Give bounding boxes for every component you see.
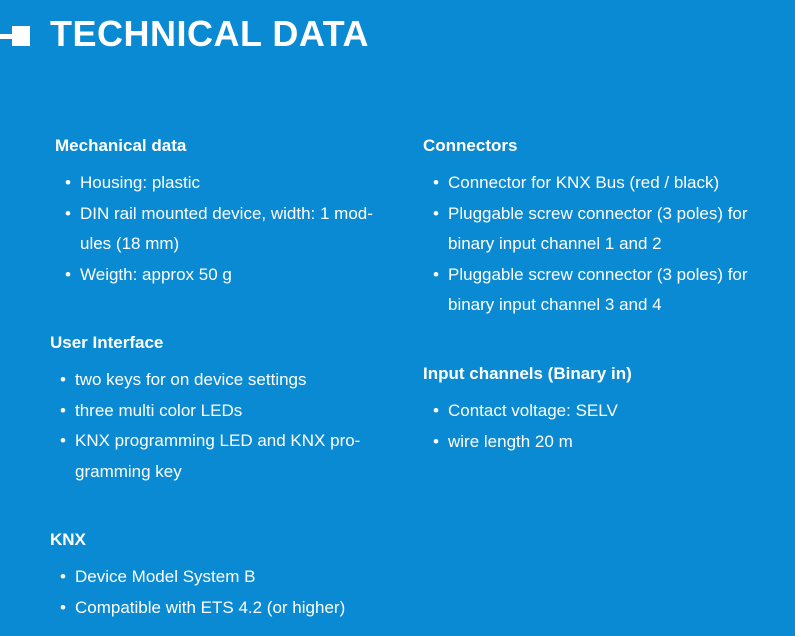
list-item: • Pluggable screw connector (3 poles) for binary input channel 3 and 4 (423, 260, 783, 321)
section-connectors (423, 134, 783, 321)
list-item: • wire length 20 m (423, 427, 783, 458)
header-marker-icon (0, 25, 30, 47)
bullet-list (50, 562, 395, 623)
list-item: • DIN rail mounted device, width: 1 mod- ules (18 mm) (55, 199, 395, 260)
bullet-list (50, 365, 395, 487)
list-item: • Weigth: approx 50 g (55, 260, 395, 291)
list-item: • two keys for on device settings (50, 365, 395, 396)
bullet-list (423, 396, 783, 457)
bullet-list (423, 168, 783, 321)
list-item: • Pluggable screw connector (3 poles) for binary input channel 1 and 2 (423, 199, 783, 260)
header-marker-block (12, 26, 30, 46)
bullet-list (55, 168, 395, 290)
page-title: TECHNICAL DATA (50, 13, 369, 54)
list-item: • Housing: plastic (55, 168, 395, 199)
list-item: • KNX programming LED and KNX pro- gramming key (50, 426, 395, 487)
section-heading: Mechanical data (55, 136, 187, 155)
section-heading: KNX (50, 530, 86, 549)
section-heading: Input channels (Binary in) (423, 364, 632, 383)
list-item: • Device Model System B (50, 562, 395, 593)
list-item: • Contact voltage: SELV (423, 396, 783, 427)
section-heading: Connectors (423, 136, 518, 155)
section-user-interface (50, 331, 395, 487)
section-input-channels (423, 362, 783, 457)
section-knx (50, 528, 395, 623)
section-mechanical-data (55, 134, 395, 290)
section-heading: User Interface (50, 333, 164, 352)
list-item: • Connector for KNX Bus (red / black) (423, 168, 783, 199)
list-item: • Compatible with ETS 4.2 (or higher) (50, 593, 395, 624)
header-marker-bar (0, 34, 12, 39)
list-item: • three multi color LEDs (50, 396, 395, 427)
